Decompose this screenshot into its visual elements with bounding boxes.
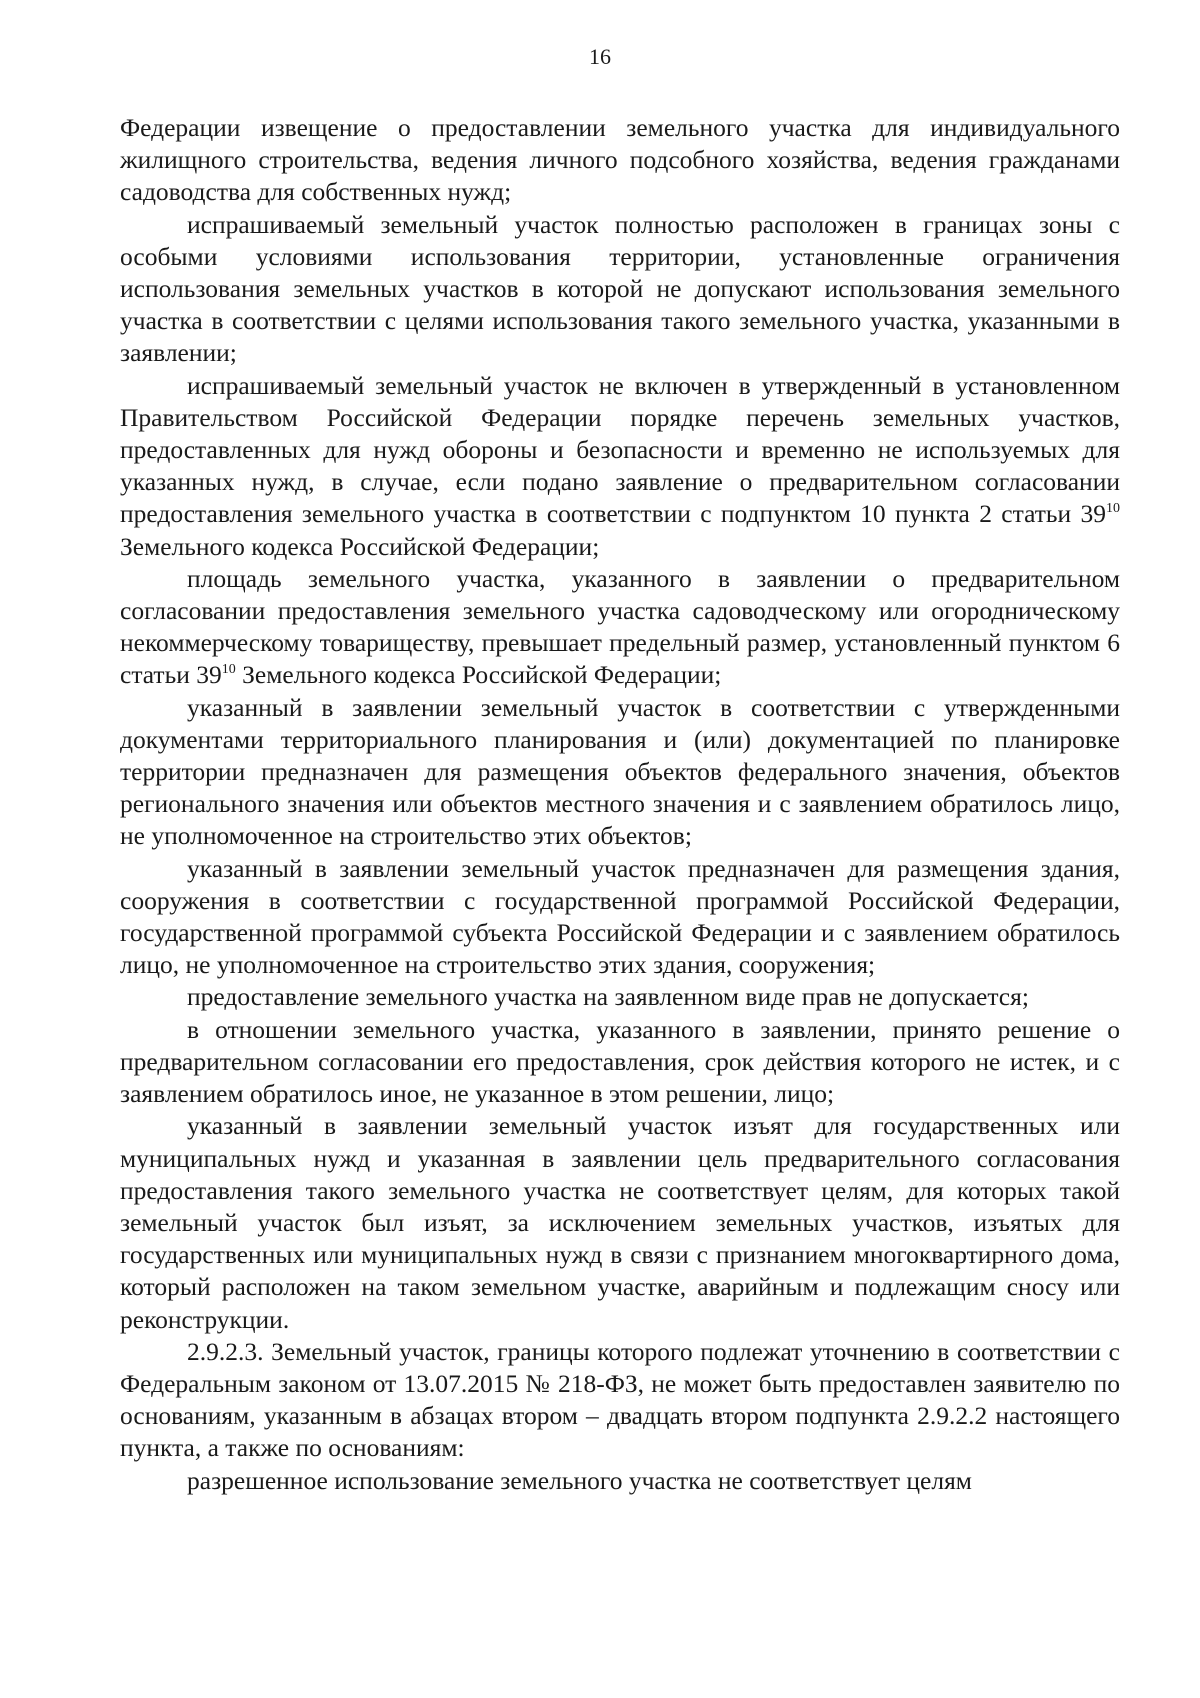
paragraph: Федерации извещение о предоставлении земельного участка для индивидуального жилищного строительства, ведения личного подсобного хозяйства, ведения гражданами садоводства для собственных нужд;: [120, 113, 1120, 207]
paragraph: [120, 370, 1120, 563]
paragraph-text: Земельного кодекса Российской Федерации;: [235, 660, 722, 690]
document-body: [120, 112, 1120, 1497]
paragraph: предоставление земельного участка на заявленном виде прав не допускается;: [187, 982, 1029, 1012]
paragraph-text: испрашиваемый земельный участок не включен в утвержденный в установленном Правительством Российской Федерации порядке перечень земельных участков, предоставленных для нужд обороны и безопасности и временно не используемых для указанных нужд, в случае, если подано заявление о предварительном согласовании предоставления земельного участка в соответствии с подпунктом 10 пункта 2 статьи 39: [120, 370, 1120, 529]
paragraph: указанный в заявлении земельный участок в соответствии с утвержденными документами территориального планирования и (или) документацией по планировке территории предназначен для размещения объектов федерального значения, объектов регионального значения или объектов местного значения и с заявлением обратилось лицо, не уполномоченное на строительство этих объектов;: [120, 692, 1120, 851]
paragraph: [120, 563, 1120, 692]
paragraph: 2.9.2.3. Земельный участок, границы которого подлежат уточнению в соответствии с Федеральным законом от 13.07.2015 № 218-ФЗ, не может быть предоставлен заявителю по основаниям, указанным в абзацах втором – двадцать втором подпункта 2.9.2.2 настоящего пункта, а также по основаниям:: [120, 1336, 1120, 1463]
paragraph-text: Земельного кодекса Российской Федерации;: [120, 531, 600, 561]
page-number: 16: [589, 44, 611, 69]
paragraph: указанный в заявлении земельный участок изъят для государственных или муниципальных нужд и указанная в заявлении цель предварительного согласования предоставления такого земельного участка не соответствует целям, для которых такой земельный участок был изъят, за исключением земельных участков, изъятых для государственных или муниципальных нужд в связи с признанием многоквартирного дома, который расположен на таком земельном участке, аварийным и подлежащим сносу или реконструкции.: [120, 1111, 1120, 1334]
paragraph: испрашиваемый земельный участок полностью расположен в границах зоны с особыми условиями использования территории, установленные ограничения использования земельных участков в которой не допускают использования земельного участка в соответствии с целями использования такого земельного участка, указанными в заявлении;: [120, 209, 1120, 368]
superscript: 10: [1106, 501, 1120, 517]
paragraph: указанный в заявлении земельный участок предназначен для размещения здания, сооружения в соответствии с государственной программой Российской Федерации, государственной программой субъекта Российской Федерации и с заявлением обратилось лицо, не уполномоченное на строительство этих здания, сооружения;: [120, 853, 1120, 980]
paragraph: разрешенное использование земельного участка не соответствует целям: [187, 1465, 972, 1495]
paragraph: в отношении земельного участка, указанного в заявлении, принято решение о предварительном согласовании его предоставления, срок действия которого не истек, и с заявлением обратилось иное, не указанное в этом решении, лицо;: [120, 1014, 1120, 1109]
paragraph-text: площадь земельного участка, указанного в заявлении о предварительном согласовании предоставления земельного участка садоводческому или огородническому некоммерческому товариществу, превышает предельный размер, установленный пунктом 6 статьи 39: [120, 563, 1120, 690]
superscript: 10: [221, 662, 236, 678]
